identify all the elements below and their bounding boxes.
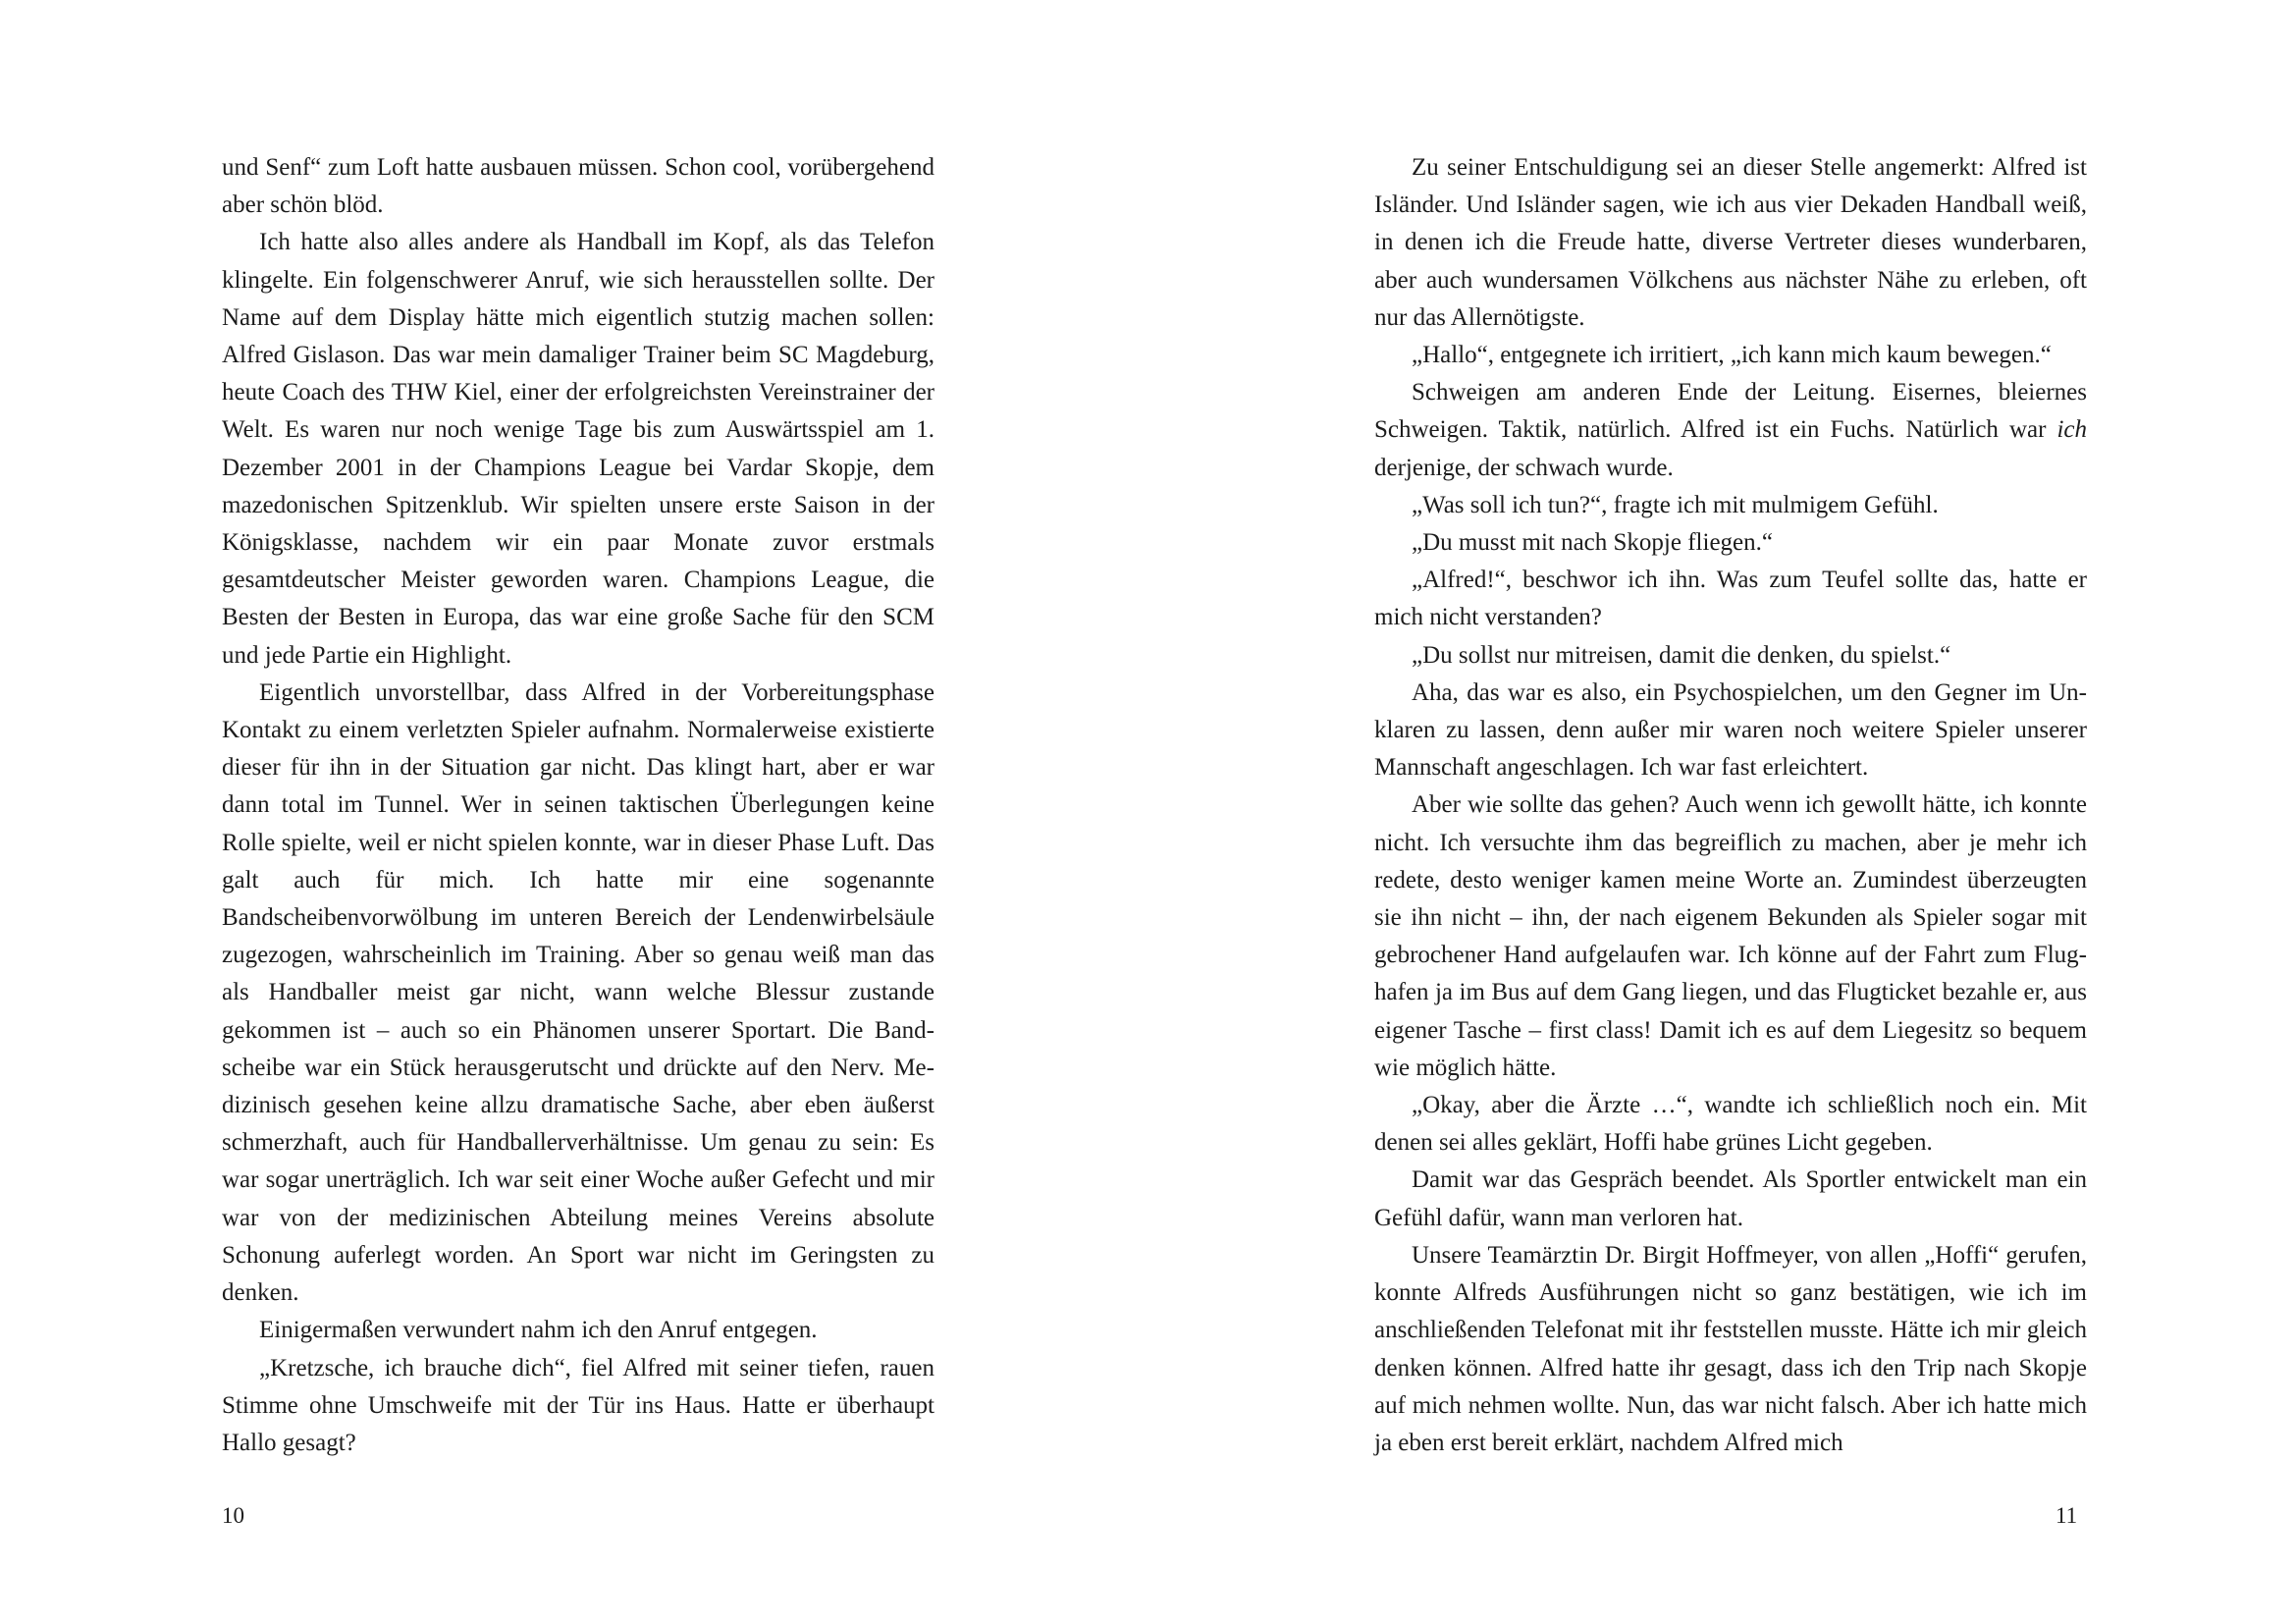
paragraph	[1374, 374, 2087, 487]
left-page-text	[222, 149, 934, 1462]
paragraph-text: Aber wie sollte das gehen? Auch wenn ich gewollt hätte, ich konnte nicht. Ich versuchte ihm das begreiflich zu machen, aber je mehr ich redete, desto weniger kamen meine Worte an. Zumindest überzeugten sie ihn nicht – ihn, der nach eigenem Bekunden als Spieler sogar mit gebrochener Hand aufgelaufen war. Ich könne auf der Fahrt zum Flughafen ja im Bus auf dem Gang liegen, und das Flugticket bezahle er, aus eigener Tasche – first class! Damit ich es auf dem Liegesitz so bequem wie möglich hätte.	[1374, 791, 2087, 1081]
paragraph-text: Damit war das Gespräch beendet. Als Sportler entwickelt man ein Gefühl dafür, wann man verloren hat.	[1374, 1166, 2087, 1231]
paragraph	[1374, 1087, 2087, 1162]
paragraph	[1374, 1237, 2087, 1462]
paragraph-text: „Was soll ich tun?“, fragte ich mit mulmigem Gefühl.	[1412, 491, 1939, 518]
paragraph-text: „Du musst mit nach Skopje fliegen.“	[1412, 529, 1773, 557]
paragraph-text: Unsere Teamärztin Dr. Birgit Hoffmeyer, von allen „Hoffi“ gerufen, konnte Alfreds Ausführungen nicht so ganz bestätigen, wie ich im anschließenden Telefonat mit ihr feststellen musste. Hätte ich mir gleich denken können. Alfred hatte ihr gesagt, dass ich den Trip nach Skopje auf mich nehmen wollte. Nun, das war nicht falsch. Aber ich hatte mich ja eben erst bereit erklärt, nachdem Alfred mich	[1374, 1241, 2087, 1456]
paragraph: Eigentlich unvorstellbar, dass Alfred in der Vorbereitungsphase Kontakt zu einem verletzten Spieler aufnahm. Normalerweise existierte dieser für ihn in der Situation gar nicht. Das klingt hart, aber er war dann total im Tunnel. Wer in seinen taktischen Überlegungen keine Rolle spielte, weil er nicht spielen konnte, war in dieser Phase Luft. Das galt auch für mich. Ich hatte mir eine sogenannte Bandscheibenvorwölbung im unteren Bereich der Lendenwirbelsäule zugezogen, wahrscheinlich im Training. Aber so genau weiß man das als Handballer meist gar nicht, wann welche Blessur zustande gekommen ist – auch so ein Phänomen unserer Sportart. Die Bandscheibe war ein Stück herausgerutscht und drückte auf den Nerv. Medizinisch gesehen keine allzu dramatische Sache, aber eben äußerst schmerzhaft, auch für Handballerverhältnisse. Um genau zu sein: Es war sogar unerträglich. Ich war seit einer Woche außer Gefecht und mir war von der medizinischen Abteilung meines Vereins absolute Schonung auferlegt worden. An Sport war nicht im Geringsten zu denken.	[222, 678, 934, 1307]
right-page-text	[1374, 149, 2087, 1462]
paragraph-text: Zu seiner Entschuldigung sei an dieser Stelle angemerkt: Alfred ist Isländer. Und Isländer sagen, wie ich aus vier Dekaden Handball weiß, in denen ich die Freude hatte, diverse Vertreter dieses wunderbaren, aber auch wundersamen Völkchens aus nächster Nähe zu erleben, oft nur das Allernötigste.	[1374, 154, 2087, 331]
page-number: 11	[2056, 1503, 2078, 1528]
paragraph	[1374, 487, 2087, 524]
paragraph	[1374, 786, 2087, 1087]
paragraph	[1374, 337, 2087, 374]
paragraph-text: „Alfred!“, beschwor ich ihn. Was zum Teufel sollte das, hatte er mich nicht verstanden?	[1374, 567, 2087, 631]
paragraph	[1374, 637, 2087, 675]
emphasis-text: ich	[2056, 416, 2087, 444]
paragraph: Einigermaßen verwundert nahm ich den Anruf entgegen.	[259, 1317, 818, 1344]
paragraph-text: Schweigen am anderen Ende der Leitung. Eisernes, bleiernes Schweigen. Taktik, natürlich. Alfred ist ein Fuchs. Natürlich war	[1374, 379, 2087, 444]
paragraph-text: „Hallo“, entgegnete ich irritiert, „ich kann mich kaum bewegen.“	[1412, 342, 2052, 369]
paragraph-text: Aha, das war es also, ein Psychospielchen, um den Gegner im Unklaren zu lassen, denn außer mir waren noch weitere Spieler unserer Mannschaft angeschlagen. Ich war fast erleichtert.	[1374, 678, 2087, 782]
page-number: 10	[222, 1503, 244, 1528]
paragraph	[1374, 524, 2087, 562]
paragraph	[1374, 675, 2087, 787]
paragraph-text: „Du sollst nur mitreisen, damit die denken, du spielst.“	[1412, 641, 1951, 669]
paragraph-text: „Okay, aber die Ärzte …“, wandte ich schließlich noch ein. Mit denen sei alles geklärt, Hoffi habe grünes Licht gegeben.	[1374, 1092, 2087, 1157]
paragraph: Ich hatte also alles andere als Handball im Kopf, als das Telefon klingelte. Ein folgenschwerer Anruf, wie sich herausstellen sollte. Der Name auf dem Display hätte mich eigentlich stutzig machen sollen: Alfred Gislason. Das war mein damaliger Trainer beim SC Magdeburg, heute Coach des THW Kiel, einer der erfolgreichsten Vereinstrainer der Welt. Es waren nur noch wenige Tage bis zum Auswärtsspiel am 1. Dezember 2001 in der Champions League bei Vardar Skopje, dem mazedonischen Spitzenklub. Wir spielten unsere erste Saison in der Königsklasse, nachdem wir ein paar Monate zuvor erstmals gesamtdeutscher Meister geworden waren. Champions League, die Besten der Besten in Europa, das war eine große Sache für den SCM und jede Partie ein Highlight.	[222, 229, 934, 669]
paragraph	[1374, 149, 2087, 337]
paragraph: „Kretzsche, ich brauche dich“, fiel Alfred mit seiner tiefen, rauen Stimme ohne Umschweife mit der Tür ins Haus. Hatte er überhaupt Hallo gesagt?	[222, 1354, 934, 1456]
paragraph: und Senf“ zum Loft hatte ausbauen müssen. Schon cool, vorübergehend aber schön blöd.	[222, 154, 934, 219]
paragraph	[1374, 562, 2087, 636]
paragraph-text: derjenige, der schwach wurde.	[1374, 454, 1674, 481]
paragraph	[1374, 1162, 2087, 1236]
right-page	[1148, 0, 2296, 1624]
